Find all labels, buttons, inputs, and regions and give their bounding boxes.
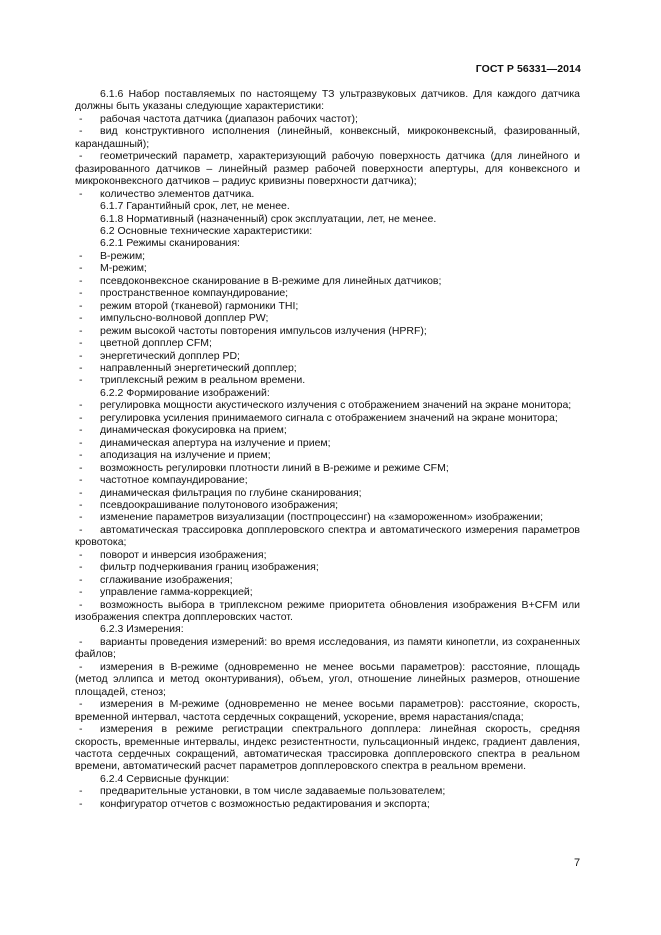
- list-item-text: количество элементов датчика.: [100, 187, 255, 200]
- list-item-text: режим второй (тканевой) гармоники THI;: [100, 299, 299, 312]
- list-item: [75, 474, 580, 486]
- list-item-text: М-режим;: [100, 262, 147, 275]
- list-dash: -: [79, 523, 83, 536]
- list-item: [75, 499, 580, 511]
- list-item-text: измерения в В-режиме (одновременно не менее восьми параметров): расстояние, площадь (метод эллипса и метод оконтуривания), объем, угол, отношение линейных размеров, отношение площадей, стеноз;: [75, 660, 580, 698]
- document-body: [75, 88, 580, 810]
- list-item: [75, 561, 580, 573]
- list-dash: -: [79, 486, 83, 499]
- list-dash: -: [79, 723, 83, 736]
- list-item-text: цветной допплер CFM;: [100, 337, 212, 350]
- list-item: [75, 636, 580, 661]
- list-item: [75, 125, 580, 150]
- list-item-text: частотное компаундирование;: [100, 474, 248, 487]
- list-item-text: фильтр подчеркивания границ изображения;: [100, 561, 319, 574]
- section-heading: 6.1.7 Гарантийный срок, лет, не менее.: [100, 200, 290, 213]
- list-item: [75, 549, 580, 561]
- section-heading: 6.2 Основные технические характеристики:: [100, 224, 313, 237]
- list-dash: -: [79, 312, 83, 325]
- list-dash: -: [79, 249, 83, 262]
- list-dash: -: [79, 374, 83, 387]
- list-item: [75, 337, 580, 349]
- list-dash: -: [79, 411, 83, 424]
- list-dash: -: [79, 573, 83, 586]
- page-number: 7: [574, 857, 581, 869]
- list-item-text: импульсно-волновой допплер PW;: [100, 312, 269, 325]
- list-item-text: возможность выбора в триплексном режиме приоритета обновления изображения В+CFM или изображения спектра допплеровских частот.: [75, 598, 580, 624]
- list-item-text: динамическая апертура на излучение и прием;: [100, 436, 331, 449]
- list-item-text: псевдоокрашивание полутонового изображения;: [100, 498, 339, 511]
- section-heading: 6.2.3 Измерения:: [100, 623, 184, 636]
- list-item-text: рабочая частота датчика (диапазон рабочих частот);: [100, 112, 358, 125]
- list-item-text: конфигуратор отчетов с возможностью редактирования и экспорта;: [100, 797, 430, 810]
- list-item: [75, 599, 580, 624]
- list-dash: -: [79, 498, 83, 511]
- list-item-text: направленный энергетический допплер;: [100, 361, 297, 374]
- list-item: [75, 113, 580, 125]
- list-dash: -: [79, 436, 83, 449]
- list-item-text: аподизация на излучение и прием;: [100, 449, 271, 462]
- list-item: [75, 798, 580, 810]
- list-dash: -: [79, 548, 83, 561]
- list-dash: -: [79, 424, 83, 437]
- list-item: [75, 487, 580, 499]
- list-item-text: пространственное компаундирование;: [100, 287, 289, 300]
- list-dash: -: [79, 785, 83, 798]
- list-item-text: вид конструктивного исполнения (линейный, конвексный, микроконвексный, фазированный, карандашный);: [75, 125, 580, 150]
- list-item-text: энергетический допплер PD;: [100, 349, 240, 362]
- list-dash: -: [79, 461, 83, 474]
- list-dash: -: [79, 125, 83, 138]
- list-dash: -: [79, 337, 83, 350]
- list-item: [75, 437, 580, 449]
- list-item-text: измерения в режиме регистрации спектрального допплера: линейная скорость, средняя скорость, временные интервалы, индекс резистентности, пульсационный индекс, градиент давления, частота сердечных сокращений, автоматическая трассировка допплеровского спектра в реальном времени, автоматический расчет параметров допплеровского спектра в реальном времени.: [75, 723, 580, 773]
- list-item: [75, 188, 580, 200]
- list-item: [75, 661, 580, 698]
- list-dash: -: [79, 660, 83, 673]
- list-dash: -: [79, 561, 83, 574]
- list-dash: -: [79, 112, 83, 125]
- list-item-text: предварительные установки, в том числе задаваемые пользователем;: [100, 785, 446, 798]
- list-item: [75, 374, 580, 386]
- list-dash: -: [79, 399, 83, 412]
- list-item-text: измерения в М-режиме (одновременно не менее восьми параметров): расстояние, скорость, временной интервал, частота сердечных сокращений, ускорение, время нарастания/спада;: [75, 698, 580, 723]
- list-dash: -: [79, 262, 83, 275]
- list-item-text: сглаживание изображения;: [100, 573, 233, 586]
- list-item: [75, 362, 580, 374]
- list-item-text: триплексный режим в реальном времени.: [100, 374, 306, 387]
- list-item: [75, 350, 580, 362]
- list-item: [75, 424, 580, 436]
- section-heading: 6.2.1 Режимы сканирования:: [100, 237, 240, 250]
- list-dash: -: [79, 698, 83, 711]
- list-item: [75, 462, 580, 474]
- list-item: [75, 574, 580, 586]
- section-heading: 6.2.4 Сервисные функции:: [100, 772, 230, 785]
- list-item-text: автоматическая трассировка допплеровского спектра и автоматического измерения параметров кровотока;: [75, 523, 580, 549]
- list-item: [75, 785, 580, 797]
- list-item-text: поворот и инверсия изображения;: [100, 548, 267, 561]
- list-dash: -: [79, 274, 83, 287]
- list-dash: -: [79, 449, 83, 462]
- section-heading: 6.1.8 Нормативный (назначенный) срок эксплуатации, лет, не менее.: [100, 212, 437, 225]
- list-dash: -: [79, 797, 83, 810]
- list-dash: -: [79, 586, 83, 599]
- list-item: [75, 262, 580, 274]
- list-dash: -: [79, 598, 83, 611]
- list-item: [75, 586, 580, 598]
- list-item: [75, 524, 580, 549]
- list-item: [75, 511, 580, 523]
- list-item: [75, 300, 580, 312]
- list-dash: -: [79, 299, 83, 312]
- list-item-text: В-режим;: [100, 249, 146, 262]
- list-dash: -: [79, 287, 83, 300]
- list-item-text: изменение параметров визуализации (постпроцессинг) на «замороженном» изображении;: [100, 511, 544, 524]
- list-item-text: возможность регулировки плотности линий в В-режиме и режиме CFM;: [100, 461, 449, 474]
- list-item: [75, 150, 580, 187]
- list-dash: -: [79, 474, 83, 487]
- list-dash: -: [79, 511, 83, 524]
- list-item-text: варианты проведения измерений: во время исследования, из памяти кинопетли, из сохраненных файлов;: [75, 635, 580, 661]
- list-item: [75, 250, 580, 262]
- list-item: [75, 325, 580, 337]
- list-item: [75, 399, 580, 411]
- document-header: ГОСТ Р 56331—2014: [475, 63, 581, 75]
- list-item-text: управление гамма-коррекцией;: [100, 586, 253, 599]
- list-item-text: псевдоконвексное сканирование в В-режиме для линейных датчиков;: [100, 274, 442, 287]
- list-item-text: регулировка мощности акустического излучения с отображением значений на экране монитора;: [100, 399, 572, 412]
- section-heading: 6.2.2 Формирование изображений:: [100, 386, 270, 399]
- list-item: [75, 312, 580, 324]
- paragraph: 6.1.6 Набор поставляемых по настоящему ТЗ ультразвуковых датчиков. Для каждого датчика должны быть указаны следующие характеристики:: [75, 88, 580, 113]
- list-dash: -: [79, 324, 83, 337]
- list-item: [75, 449, 580, 461]
- list-item-text: динамическая фокусировка на прием;: [100, 424, 287, 437]
- list-item-text: динамическая фильтрация по глубине сканирования;: [100, 486, 362, 499]
- list-item-text: геометрический параметр, характеризующий рабочую поверхность датчика (для линейного и фазированного датчиков – линейный размер рабочей поверхности апертуры, для конвексного и микроконвексного датчиков – радиус кривизны поверхности датчика);: [75, 150, 580, 188]
- list-dash: -: [79, 150, 83, 163]
- list-item: [75, 275, 580, 287]
- list-item: [75, 412, 580, 424]
- list-dash: -: [79, 635, 83, 648]
- list-item: [75, 287, 580, 299]
- list-item: [75, 723, 580, 773]
- list-dash: -: [79, 187, 83, 200]
- list-dash: -: [79, 361, 83, 374]
- list-item: [75, 698, 580, 723]
- list-dash: -: [79, 349, 83, 362]
- list-item-text: режим высокой частоты повторения импульсов излучения (HPRF);: [100, 324, 427, 337]
- list-item-text: регулировка усиления принимаемого сигнала с отображением значений на экране монитора;: [100, 411, 558, 424]
